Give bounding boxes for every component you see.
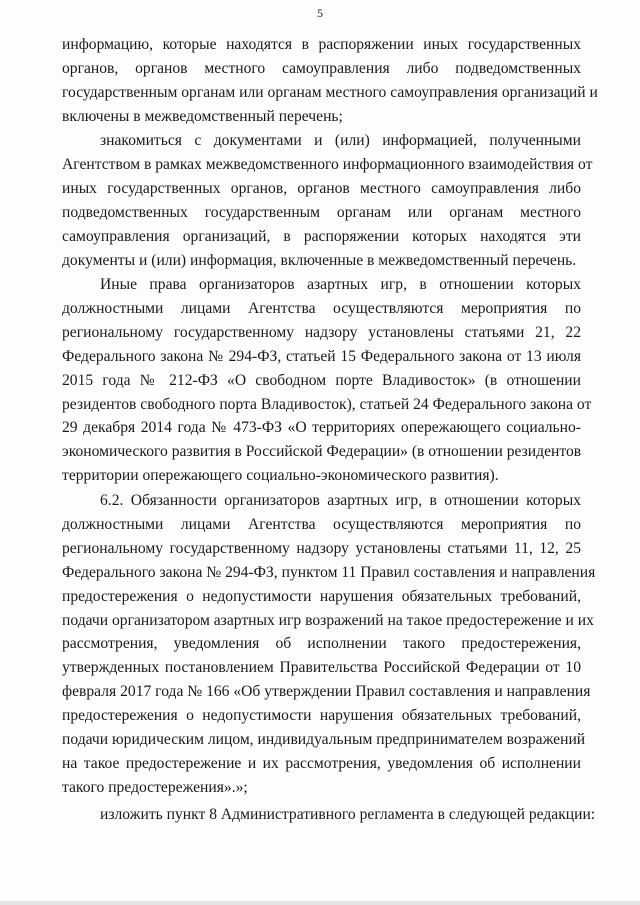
paragraph-line: подачи организатором азартных игр возражений на такое предостережение и их (62, 611, 594, 629)
paragraph-4 (62, 489, 596, 800)
paragraph-line: февраля 2017 года № 166 «Об утверждении Правил составления и направления (62, 683, 591, 701)
paragraph-line: территории опережающего социально-экономического развития). (62, 467, 499, 485)
paragraph-line: должностными лицами Агентства осуществляются мероприятия по (62, 299, 581, 317)
paragraph-line: 29 декабря 2014 года № 473-ФЗ «О территориях опережающего социально- (62, 419, 581, 437)
paragraph-2 (62, 129, 593, 272)
paragraph-line: информацию, которые находятся в распоряжении иных государственных (62, 36, 581, 53)
paragraph-line: рассмотрения, уведомления об исполнении такого предостережения, (62, 635, 581, 653)
paragraph-line: подачи юридическим лицом, индивидуальным предпринимателем возражений (62, 731, 586, 749)
paragraph-line: региональному государственному надзору установлены статьями 11, 12, 25 (62, 539, 581, 557)
paragraph-line: Федерального закона № 294-ФЗ, пунктом 11 Правил составления и направления (62, 563, 596, 581)
paragraph-3 (62, 273, 592, 488)
paragraph-line: самоуправления организаций, в распоряжении которых находятся эти (62, 227, 581, 245)
paragraph-line: такого предостережения».»; (62, 778, 248, 796)
paragraph-line: должностными лицами Агентства осуществляются мероприятия по (62, 515, 581, 533)
paragraph-line: на такое предостережение и их рассмотрения, уведомления об исполнении (62, 754, 581, 772)
paragraph-line: государственным органам или органам местного самоуправления организаций и (62, 83, 598, 101)
paragraph-line: Агентством в рамках межведомственного информационного взаимодействия от (62, 155, 593, 173)
paragraph-line: документы и (или) информация, включенные в межведомственный перечень. (62, 251, 577, 269)
paragraph-line: предостережения о недопустимости нарушения обязательных требований, (62, 587, 581, 605)
paragraph-line: Федерального закона № 294-ФЗ, статьей 15 Федерального закона от 13 июля (62, 347, 581, 365)
paragraph-line: Иные права организаторов азартных игр, в отношении которых (100, 276, 581, 293)
paragraph-1 (62, 33, 598, 129)
paragraph-line: знакомиться с документами и (или) информацией, полученными (100, 132, 581, 149)
paragraph-line: экономического развития в Российской Федерации» (в отношении резидентов (62, 443, 582, 461)
paragraph-5 (62, 803, 596, 827)
paragraph-line: иных государственных органов, органов местного самоуправления либо (62, 179, 581, 197)
paragraph-line: региональному государственному надзору установлены статьями 21, 22 (62, 323, 581, 341)
page-number: 5 (317, 6, 323, 20)
paragraph-line: утвержденных постановлением Правительства Российской Федерации от 10 (62, 659, 581, 677)
page-bottom-edge (0, 901, 640, 905)
paragraph-line: 6.2. Обязанности организаторов азартных игр, в отношении которых (100, 492, 581, 509)
paragraph-line: предостережения о недопустимости нарушения обязательных требований, (62, 707, 581, 725)
paragraph-line: 2015 года № 212-ФЗ «О свободном порте Владивосток» (в отношении (62, 371, 581, 389)
paragraph-line: подведомственных государственным органам или органам местного (62, 203, 581, 221)
paragraph-line: изложить пункт 8 Административного регламента в следующей редакции: (100, 806, 596, 823)
paragraph-line: органов, органов местного самоуправления либо подведомственных (62, 59, 581, 77)
paragraph-line: резидентов свободного порта Владивосток), статьей 24 Федерального закона от (62, 395, 592, 413)
paragraph-line: включены в межведомственный перечень; (62, 107, 343, 125)
